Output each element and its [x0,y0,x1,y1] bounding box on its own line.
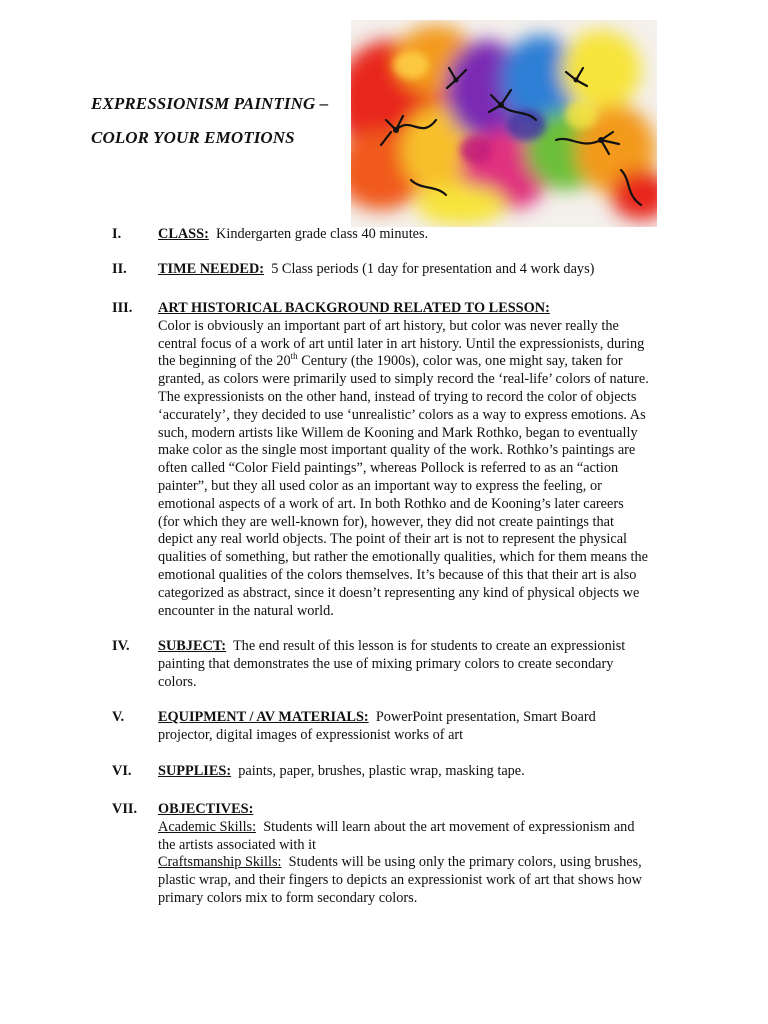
paragraph-line: such, modern artists like Willem de Kooning and Mark Rothko, began to eventually [158,424,638,441]
objective-label-academic: Academic Skills: [158,818,257,835]
paragraph-line: emotional qualities of the colors themselves. It’s because of this that their art is also [158,566,637,583]
paragraph-line: painting that demonstrates the use of mixing primary colors to create secondary [158,655,614,672]
section-heading: SUBJECT: [158,638,227,654]
section-number: IV. [112,638,130,654]
paragraph-line: make color as the single most important quality of the work. Rothko’s paintings are [158,442,636,459]
paragraph-line: PowerPoint presentation, Smart Board [375,709,596,725]
section-number: V. [112,709,125,725]
paragraph-line: Color is obviously an important part of art history, but color was never really the [158,317,619,334]
paragraph-line: projector, digital images of expressionist works of art [158,726,464,743]
paragraph-line: granted, as colors were primarily used to simply record the ‘real-life’ colors of nature. [158,371,649,388]
section-text: 5 Class periods (1 day for presentation and 4 work days) [271,261,595,277]
section-text: Kindergarten grade class 40 minutes. [216,226,429,242]
expressionist-painting-image [351,20,657,227]
paragraph-line: the artists associated with it [158,836,317,853]
paragraph-line: painter”, but they all used color as an important way to express the feeling, or [158,477,602,494]
section-number: I. [112,226,122,242]
paragraph-line: (for which they are well-known for), however, they did not create paintings that [158,513,614,530]
paragraph-line: Students will be using only the primary colors, using brushes, [288,854,642,871]
paragraph-line: The end result of this lesson is for students to create an expressionist [232,638,626,654]
paragraph-line: categorized as abstract, since it doesn’t representing any kind of physical objects we [158,584,640,601]
paragraph-line: the beginning of the 20th Century (the 1900s), color was, one might say, taken for [158,351,623,370]
section-number: VI. [112,763,132,779]
section-heading: ART HISTORICAL BACKGROUND RELATED TO LESSON: [158,300,550,316]
section-heading: SUPPLIES: [158,763,232,779]
section-number: II. [112,261,127,277]
section-number: VII. [112,801,138,817]
paragraph-line: plastic wrap, and their fingers to depicts an expressionist work of art that shows how [158,872,642,889]
paragraph-line: primary colors mix to form secondary colors. [158,889,418,906]
document-title-line-2: COLOR YOUR EMOTIONS [91,128,295,147]
paragraph-line: colors. [158,673,197,690]
section-number: III. [112,300,133,316]
paragraph-line: encounter in the natural world. [158,602,334,619]
paragraph-line: qualities of something, but rather the emotionally qualities, which for them means the [158,549,648,566]
document-title-line-1: EXPRESSIONISM PAINTING – [91,94,329,113]
paragraph-line: often called “Color Field paintings”, whereas Pollock is referred to as an “action [158,460,619,477]
section-heading: OBJECTIVES: [158,801,254,817]
section-text: paints, paper, brushes, plastic wrap, masking tape. [238,763,525,779]
paragraph-line: emotional aspects of a work of art. In both Rothko and de Kooning’s later careers [158,495,624,512]
paragraph-line: The expressionists on the other hand, instead of trying to record the color of objects [158,388,637,405]
section-heading: TIME NEEDED: [158,261,265,277]
paragraph-line: depict any real world objects. The point of their art is not to represent the physical [158,531,628,548]
section-heading: EQUIPMENT / AV MATERIALS: [158,709,369,725]
paragraph-line: ‘accurately’, they decided to use ‘unrealistic’ colors as a way to express emotions. As [158,406,646,423]
section-heading: CLASS: [158,226,209,242]
paragraph-line: central focus of a work of art until later in art history. Until the expressionists, during [158,335,645,352]
objective-label-craftsmanship: Craftsmanship Skills: [158,854,282,871]
paragraph-line: Students will learn about the art movement of expressionism and [263,818,635,835]
